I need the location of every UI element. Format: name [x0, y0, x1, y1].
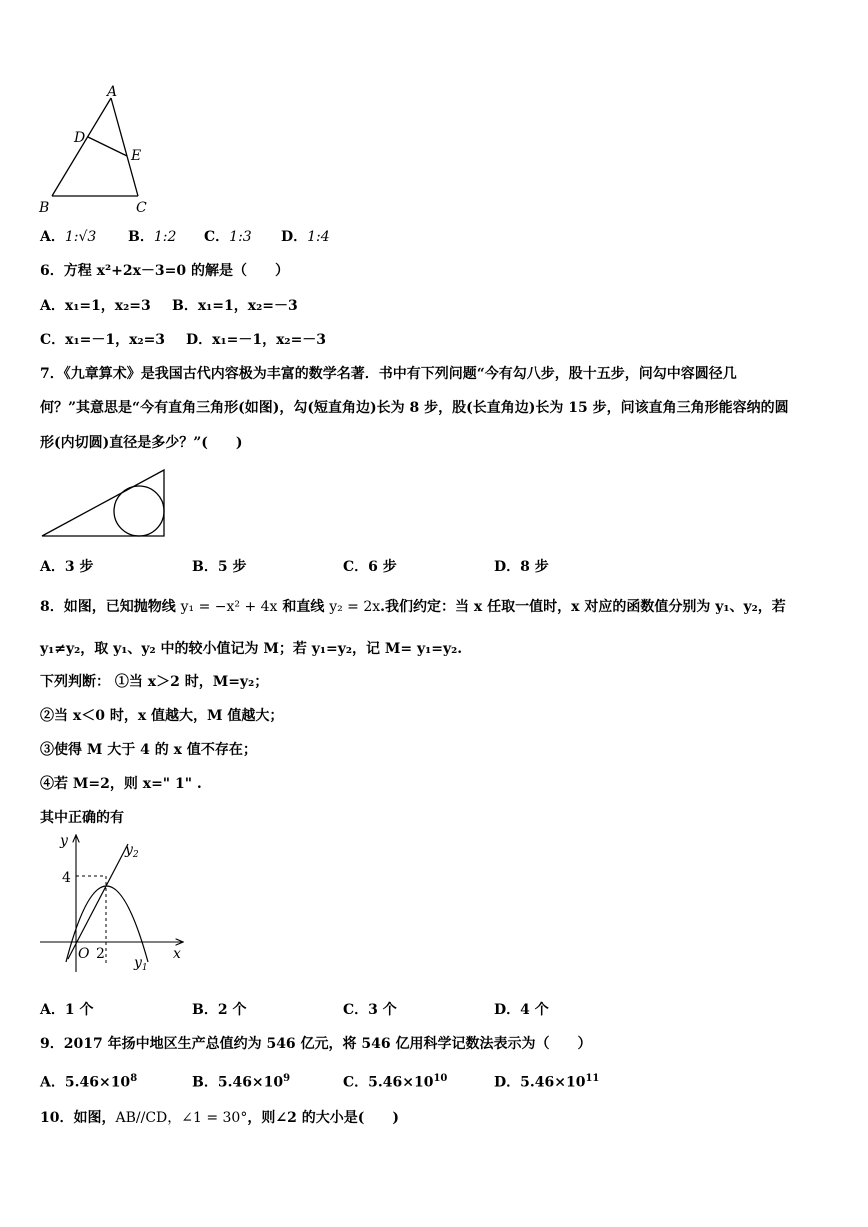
side-AB — [52, 98, 111, 196]
q8-option-b: B．2 个 — [192, 1002, 247, 1018]
q5-option-b: B．1:2 — [128, 229, 177, 245]
label-A: A — [107, 84, 118, 100]
axis-label-x: x — [173, 946, 181, 962]
q5-option-a: A．1:√3 — [40, 229, 97, 245]
q7-line-2: 何？”其意思是“今有直角三角形(如图)，勾(短直角边)长为 8 步，股(长直角边)长为 15 步，问该直角三角形能容纳的圆 — [40, 400, 789, 416]
segment-DE — [88, 137, 127, 156]
q6-option-a: A．x₁=1，x₂=3 — [40, 298, 151, 314]
q5-option-d: D．1:4 — [281, 229, 330, 245]
q6-option-b: B．x₁=1，x₂=－3 — [172, 298, 298, 314]
q8-line-equation: y₂ = 2x — [329, 599, 381, 615]
axis-label-y: y — [60, 833, 68, 849]
tick-label-4: 4 — [62, 870, 71, 886]
q8-convention: .我们约定：当 x 任取一值时，x 对应的函数值分别为 y₁、y₂，若 — [380, 599, 786, 615]
curve-label-y2: $y_2$ — [125, 842, 139, 860]
label-B: B — [39, 200, 50, 216]
inscribed-circle — [114, 486, 164, 536]
q6-stem: 6．方程 x²+2x－3=0 的解是（ ） — [40, 263, 289, 279]
q10-stem: 10．如图，AB//CD，∠1 = 30°，则∠2 的大小是( ) — [40, 1110, 399, 1126]
q10-condition: AB//CD，∠1 = 30° — [115, 1110, 248, 1126]
triangle-figure — [30, 86, 160, 216]
right-triangle — [42, 470, 164, 536]
q9-option-c: C．$5.46\times 10^{10}$ — [343, 1073, 448, 1091]
q7-line-3: 形(内切圆)直径是多少？”( ) — [40, 435, 243, 451]
q8-line-4: ②当 x＜0 时，x 值越大，M 值越大； — [40, 708, 284, 724]
q8-and-line: 和直线 — [282, 599, 325, 615]
q8-intro: 8．如图，已知抛物线 — [40, 599, 176, 615]
q7-option-c: C．6 步 — [343, 559, 397, 575]
label-D: D — [74, 130, 86, 146]
label-E: E — [131, 148, 142, 164]
side-AC — [111, 98, 138, 196]
q8-line-7: 其中正确的有 — [40, 810, 124, 826]
q7-option-a: A．3 步 — [40, 559, 94, 575]
tick-label-2: 2 — [96, 946, 105, 962]
q6-option-d: D．x₁=－1，x₂=－3 — [186, 332, 327, 348]
q9-stem: 9．2017 年扬中地区生产总值约为 546 亿元，将 546 亿用科学记数法表示为（ ） — [40, 1036, 592, 1052]
q8-option-d: D．4 个 — [494, 1002, 549, 1018]
q8-line-3: 下列判断： ①当 x＞2 时，M=y₂； — [40, 674, 269, 690]
q9-option-a: A．$5.46\times 10^8$ — [40, 1073, 138, 1091]
q5-option-c: C．1:3 — [204, 229, 252, 245]
q8-line-5: ③使得 M 大于 4 的 x 值不存在； — [40, 742, 257, 758]
q7-option-d: D．8 步 — [494, 559, 549, 575]
q7-line-1: 7．《九章算术》是我国古代内容极为丰富的数学名著．书中有下列问题“今有勾八步，股十五步，问勾中容圆径几 — [40, 366, 737, 382]
q8-option-a: A．1 个 — [40, 1002, 94, 1018]
incircle-figure — [40, 466, 170, 540]
q8-line-2: y₁≠y₂，取 y₁、y₂ 中的较小值记为 M；若 y₁=y₂，记 M= y₁=y₂. — [40, 641, 463, 657]
label-C: C — [136, 200, 147, 216]
q8-line-1 — [40, 598, 786, 616]
q8-parabola-equation: y₁ = −x² + 4x — [180, 599, 278, 615]
origin-label: O — [78, 946, 90, 962]
q8-option-c: C．3 个 — [343, 1002, 397, 1018]
q6-option-c: C．x₁=－1，x₂=3 — [40, 332, 166, 348]
curve-label-y1: $y_1$ — [134, 955, 148, 973]
q9-option-d: D．$5.46\times 10^{11}$ — [494, 1073, 600, 1091]
q8-line-6: ④若 M=2，则 x=" 1" . — [40, 776, 202, 792]
q9-option-b: B．$5.46\times 10^9$ — [192, 1073, 291, 1091]
q7-option-b: B．5 步 — [192, 559, 247, 575]
function-graph — [36, 830, 186, 980]
